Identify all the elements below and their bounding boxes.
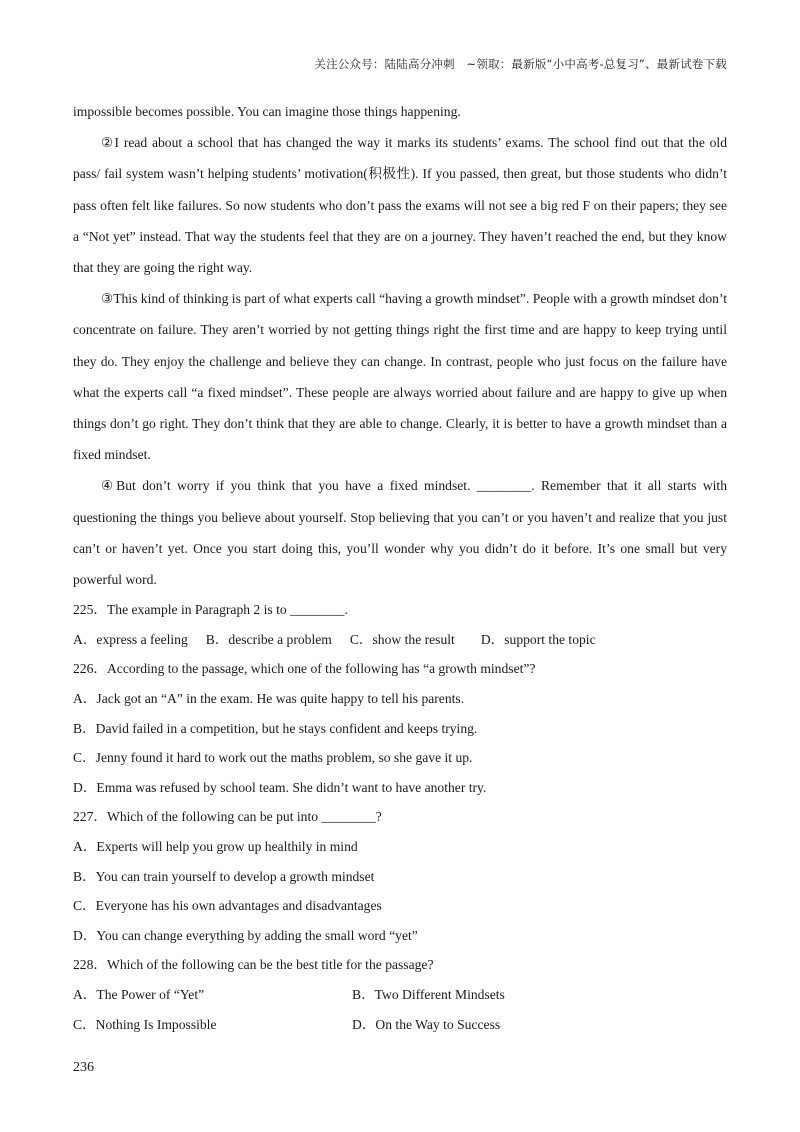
option-d: D．support the topic bbox=[480, 631, 596, 647]
option-d: D．You can change everything by adding the small word “yet” bbox=[73, 927, 418, 943]
question-225 bbox=[73, 595, 727, 654]
option-b: B．describe a problem bbox=[205, 631, 332, 647]
page-content bbox=[73, 96, 727, 1039]
option-a: A．Experts will help you grow up healthily in mind bbox=[73, 839, 358, 854]
page-number: 236 bbox=[73, 1060, 94, 1075]
question-stem: 226．According to the passage, which one of the following has “a growth mindset”? bbox=[73, 661, 536, 677]
option-b: B．You can train yourself to develop a growth mindset bbox=[73, 868, 375, 884]
option-c: C．Nothing Is Impossible bbox=[73, 1016, 217, 1032]
option-b: B．Two Different Mindsets bbox=[352, 986, 505, 1002]
option-d: D．Emma was refused by school team. She didn’t want to have another try. bbox=[73, 779, 487, 795]
option-a: A．The Power of “Yet” bbox=[73, 986, 205, 1002]
question-stem: 227．Which of the following can be put into ________? bbox=[73, 809, 382, 825]
option-a: A．express a feeling bbox=[73, 631, 188, 647]
option-d: D．On the Way to Success bbox=[352, 1016, 501, 1032]
page-header: 关注公众号：陆陆高分冲刺 ~领取：最新版“小中高考-总复习”、最新试卷下载 bbox=[314, 57, 727, 71]
option-c: C．Jenny found it hard to work out the maths problem, so she gave it up. bbox=[73, 750, 473, 766]
option-a: A．Jack got an “A” in the exam. He was quite happy to tell his parents. bbox=[73, 691, 465, 707]
question-226 bbox=[73, 654, 727, 802]
paragraph-4: ④But don’t worry if you think that you have a fixed mindset. ________. Remember that it all starts with questioning the things you believe about yourself. Stop believing that you can’t or you haven’t and realize that you just can’t or haven’t yet. Once you start doing this, you’ll wonder why you didn’t do it before. It’s one small but very powerful word. bbox=[73, 478, 727, 588]
paragraph-1-end: impossible becomes possible. You can imagine those things happening. bbox=[73, 104, 461, 119]
question-227 bbox=[73, 802, 727, 950]
paragraph-2: ②I read about a school that has changed the way it marks its students’ exams. The school find out that the old pass/ fail system wasn’t helping students’ motivation(积极性). If you passed, then great, but those students who didn’t pass often felt like failures. So now students who don’t pass the exams will not see a big red F on their papers; they see a “Not yet” instead. That way the students feel that they are on a journey. They haven’t reached the end, but they know that they are going the right way. bbox=[73, 135, 727, 276]
options-row-2 bbox=[73, 1010, 727, 1040]
option-c: C．show the result bbox=[349, 631, 455, 647]
option-b: B．David failed in a competition, but he stays confident and keeps trying. bbox=[73, 720, 478, 736]
options-row-1 bbox=[73, 980, 727, 1010]
question-stem: 228．Which of the following can be the best title for the passage? bbox=[73, 957, 434, 973]
option-c: C．Everyone has his own advantages and disadvantages bbox=[73, 898, 382, 914]
paragraph-3: ③This kind of thinking is part of what experts call “having a growth mindset”. People with a growth mindset don’t concentrate on failure. They aren’t worried by not getting things right the first time and are happy to keep trying until they do. They enjoy the challenge and believe they can change. In contrast, people who just focus on the failure have what the experts call “a fixed mindset”. These people are always worried about failure and are happy to give up when things don’t go right. They don’t think that they are able to change. Clearly, it is better to have a growth mindset than a fixed mindset. bbox=[73, 291, 727, 463]
options-row bbox=[73, 625, 727, 655]
question-228 bbox=[73, 950, 727, 1039]
question-stem: 225．The example in Paragraph 2 is to ________. bbox=[73, 602, 348, 618]
